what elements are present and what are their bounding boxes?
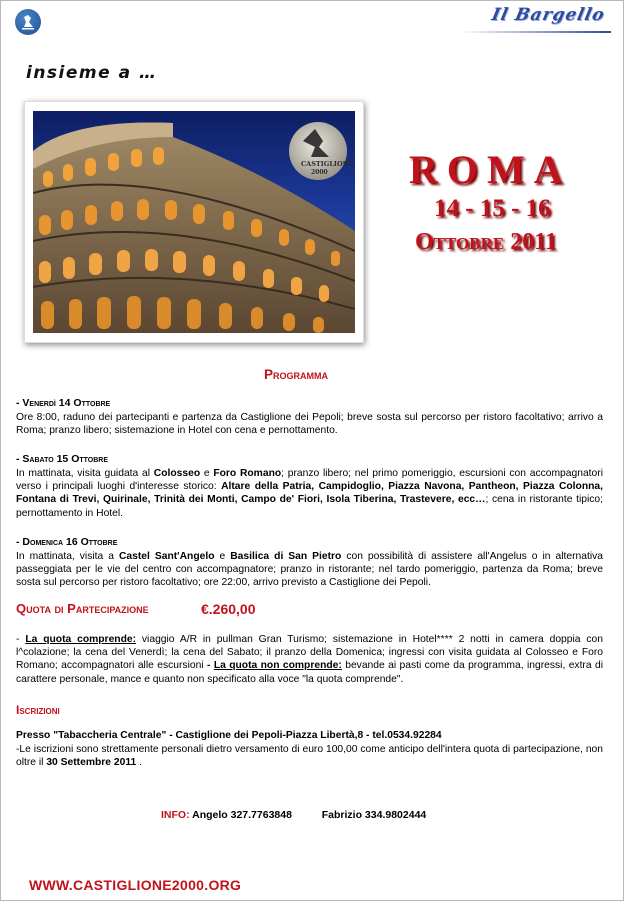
iscrizioni-presso: Presso "Tabaccheria Centrale" - Castiglione dei Pepoli-Piazza Libertà,8 - tel.0534.92284: [16, 730, 442, 741]
contact-fabrizio: Fabrizio 334.9802444: [321, 809, 427, 821]
iscrizioni-heading: Iscrizioni: [16, 703, 60, 717]
text-segment: In mattinata, visita guidata al: [16, 468, 154, 479]
day-text-friday: Ore 8:00, raduno dei partecipanti e partenza da Castiglione dei Pepoli; breve sosta sul percorso per ristoro facoltativo; arrivo a Roma; pranzo libero; sistemazione in Hotel con cena e pernottamento.: [16, 412, 603, 437]
text-segment: ; cena in ristorante tipico; pernottamento in Hotel.: [16, 494, 603, 519]
day-text-saturday: [16, 467, 603, 520]
castiglione-logo-icon: [15, 9, 41, 35]
day-number: 16: [65, 536, 78, 548]
brand-underline: [461, 31, 611, 33]
highlight-sites: Altare della Patria, Campidoglio, Piazza Navona, Pantheon, Piazza Colonna, Fontana di Trevi, Quirinale, Trinità dei Monti, Campo de' Fiori, Isola Tiberina, Trastevere, ecc…: [16, 481, 603, 506]
info-label: INFO:: [161, 809, 190, 821]
highlight-castel: Castel Sant'Angelo: [118, 551, 215, 562]
day-heading-sunday: [16, 536, 117, 548]
day-text-sunday: [16, 550, 603, 590]
text-segment: -: [16, 634, 26, 645]
moon-label-2: 2000: [311, 169, 328, 176]
quota-non-comprende-label: La quota non comprende:: [213, 660, 342, 672]
quota-comprende-label: La quota comprende:: [25, 634, 137, 645]
iscrizioni-text: [16, 743, 603, 769]
text-segment: bevande ai pasti come da programma, ingressi, extra di carattere personale, mance e quanto non specificato alla voce "la quota comprende".: [16, 660, 603, 685]
text-segment: con possibilità di assistere all'Angelus o in alternativa passeggiata per le vie del centro con accompagnatore; pranzo in ristorante; nel tardo pomeriggio, partenza da Roma; breve sosta sul percorso per ristoro facoltativo; ore 22:00, arrivo previsto a Castiglione dei Pepoli.: [16, 551, 604, 589]
highlight-basilica: Basilica di San Pietro: [230, 551, 342, 562]
text-segment: -Le iscrizioni sono strettamente personali dietro versamento di euro 100,00 come anticipo dell'intera quota di partecipazione, non oltre il: [16, 744, 603, 769]
city-title: ROMA: [409, 147, 572, 192]
contact-angelo: Angelo 327.7763848: [192, 809, 292, 821]
info-contacts: [161, 809, 426, 821]
day-prefix: - Domenica: [16, 536, 64, 548]
quota-text: [16, 633, 603, 686]
highlight-colosseo: Colosseo: [153, 468, 201, 479]
moon-label-1: CASTIGLIONE: [301, 160, 354, 168]
day-heading-saturday: [16, 453, 108, 465]
intro-text: insieme a …: [26, 63, 158, 83]
text-segment: In mattinata, visita a: [16, 551, 119, 562]
brand-logo-text: Il Bargello: [490, 5, 608, 25]
event-month-year: Ottobre 2011: [415, 229, 557, 255]
day-prefix: - Venerdì: [16, 397, 56, 409]
day-month: Ottobre: [80, 536, 118, 548]
programma-heading: Programma: [264, 367, 328, 382]
day-month: Ottobre: [71, 453, 109, 465]
quota-price: €.260,00: [201, 601, 256, 617]
quota-heading: Quota di Partecipazione: [16, 601, 149, 616]
text-segment: e: [214, 551, 231, 562]
text-segment: viaggio A/R in pullman Gran Turismo; sistemazione in Hotel**** 2 notti in camera doppia con l^colazione; la cena del Venerdì; la cena del Sabato; il pranzo della Domenica; ingressi con visita guidata al Colosseo e Foro Romano; accompagnatori alle escursioni: [16, 634, 603, 672]
colosseum-photo: [33, 111, 355, 333]
text-segment: e: [200, 468, 214, 479]
text-segment: .: [136, 757, 142, 769]
iscrizioni-deadline: 30 Settembre 2011: [46, 757, 137, 769]
day-heading-friday: [16, 397, 110, 409]
day-month: Ottobre: [73, 397, 111, 409]
brand-logo: [411, 1, 611, 37]
website-link[interactable]: WWW.CASTIGLIONE2000.ORG: [29, 877, 242, 893]
day-number: 15: [56, 453, 69, 465]
photo-frame: [24, 101, 364, 343]
day-prefix: - Sabato: [16, 453, 54, 465]
text-segment: ; pranzo libero; nel primo pomeriggio, escursioni con accompagnatori verso i principali luoghi d'interesse storico:: [16, 468, 603, 493]
event-dates: 14 - 15 - 16: [434, 195, 551, 222]
day-number: 14: [58, 397, 71, 409]
text-segment: -: [206, 660, 214, 672]
highlight-foro-romano: Foro Romano: [213, 468, 282, 479]
